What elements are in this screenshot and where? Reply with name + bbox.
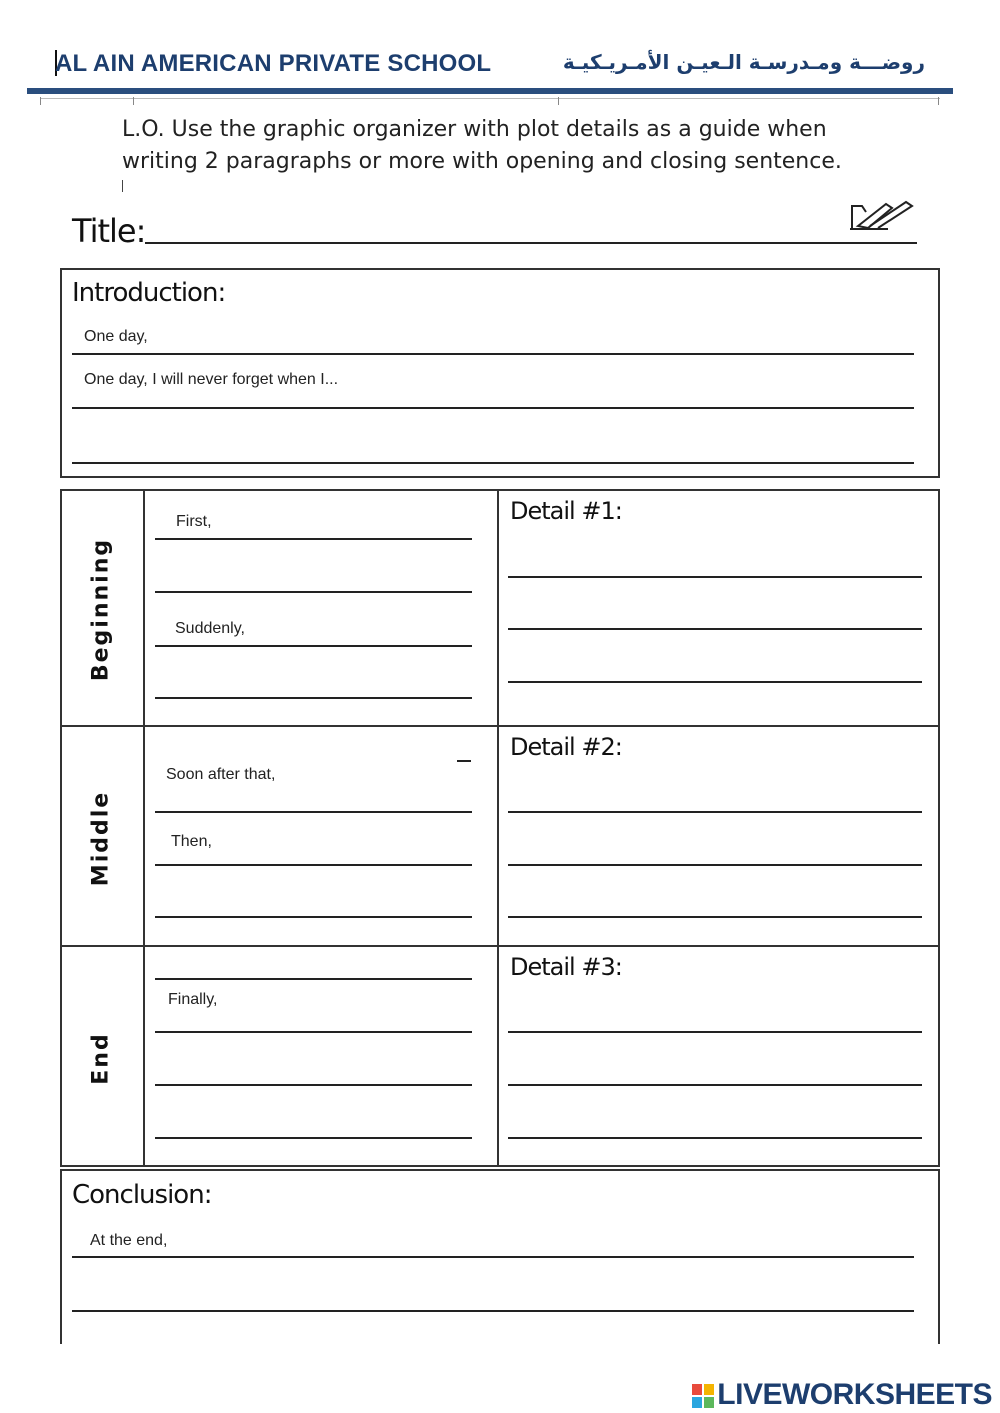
school-name-arabic: روضـــة ومـدرسـة الـعيـن الأمـريـكيـة [562, 50, 925, 74]
liveworksheets-icon [692, 1384, 714, 1408]
conclusion-heading: Conclusion: [72, 1180, 212, 1210]
middle-line-1[interactable] [155, 811, 472, 813]
detail-1-line-3[interactable] [508, 681, 922, 683]
introduction-heading: Introduction: [72, 278, 226, 308]
introduction-line-2[interactable] [72, 407, 914, 409]
column-divider [497, 489, 499, 1167]
detail-2-line-2[interactable] [508, 864, 922, 866]
detail-3-line-3[interactable] [508, 1137, 922, 1139]
row-divider [60, 725, 940, 727]
end-line-4[interactable] [155, 1137, 472, 1139]
conclusion-line-1[interactable] [72, 1256, 914, 1258]
end-line-2[interactable] [155, 1031, 472, 1033]
beginning-prompt-1: First, [176, 513, 212, 530]
detail-1-line-1[interactable] [508, 576, 922, 578]
ruler-tick [558, 97, 559, 105]
detail-3-line-2[interactable] [508, 1084, 922, 1086]
ruler-tick [40, 97, 41, 105]
beginning-line-2[interactable] [155, 591, 472, 593]
beginning-label: Beginning [88, 537, 114, 682]
introduction-prompt-2: One day, I will never forget when I... [84, 371, 339, 388]
school-name-english: AL AIN AMERICAN PRIVATE SCHOOL [55, 50, 492, 77]
conclusion-prompt-1: At the end, [90, 1232, 168, 1249]
detail-3-line-1[interactable] [508, 1031, 922, 1033]
beginning-line-3[interactable] [155, 645, 472, 647]
detail-1-line-2[interactable] [508, 628, 922, 630]
text-cursor-mark [122, 180, 123, 192]
end-label: End [88, 1032, 114, 1085]
beginning-line-1[interactable] [155, 538, 472, 540]
end-line-1[interactable] [155, 978, 472, 980]
stray-dash [457, 760, 471, 762]
ruler-tick [133, 97, 134, 105]
middle-prompt-1: Soon after that, [166, 766, 276, 783]
pencil-icon [848, 198, 918, 232]
middle-line-3[interactable] [155, 916, 472, 918]
ruler-tick [938, 97, 939, 105]
introduction-line-1[interactable] [72, 353, 914, 355]
liveworksheets-logo [692, 1378, 992, 1412]
detail-2-line-1[interactable] [508, 811, 922, 813]
detail-3-heading: Detail #3: [510, 953, 622, 981]
conclusion-line-2[interactable] [72, 1310, 914, 1312]
end-prompt-1: Finally, [168, 991, 218, 1008]
learning-objective: L.O. Use the graphic organizer with plot details as a guide when writing 2 paragraphs or more with opening and closing sentence. [122, 117, 842, 174]
introduction-line-3[interactable] [72, 462, 914, 464]
beginning-line-4[interactable] [155, 697, 472, 699]
middle-label: Middle [88, 790, 114, 887]
header-rule [27, 88, 953, 94]
middle-line-2[interactable] [155, 864, 472, 866]
introduction-prompt-1: One day, [84, 328, 148, 345]
row-divider [60, 945, 940, 947]
title-answer-line[interactable] [145, 242, 917, 244]
title-label: Title: [72, 212, 146, 250]
liveworksheets-wordmark: LIVEWORKSHEETS [717, 1378, 992, 1411]
middle-prompt-2: Then, [171, 833, 212, 850]
beginning-prompt-2: Suddenly, [175, 620, 245, 637]
detail-1-heading: Detail #1: [510, 497, 622, 525]
ruler-line [40, 98, 940, 99]
detail-2-line-3[interactable] [508, 916, 922, 918]
end-line-3[interactable] [155, 1084, 472, 1086]
detail-2-heading: Detail #2: [510, 733, 622, 761]
column-divider [143, 489, 145, 1167]
